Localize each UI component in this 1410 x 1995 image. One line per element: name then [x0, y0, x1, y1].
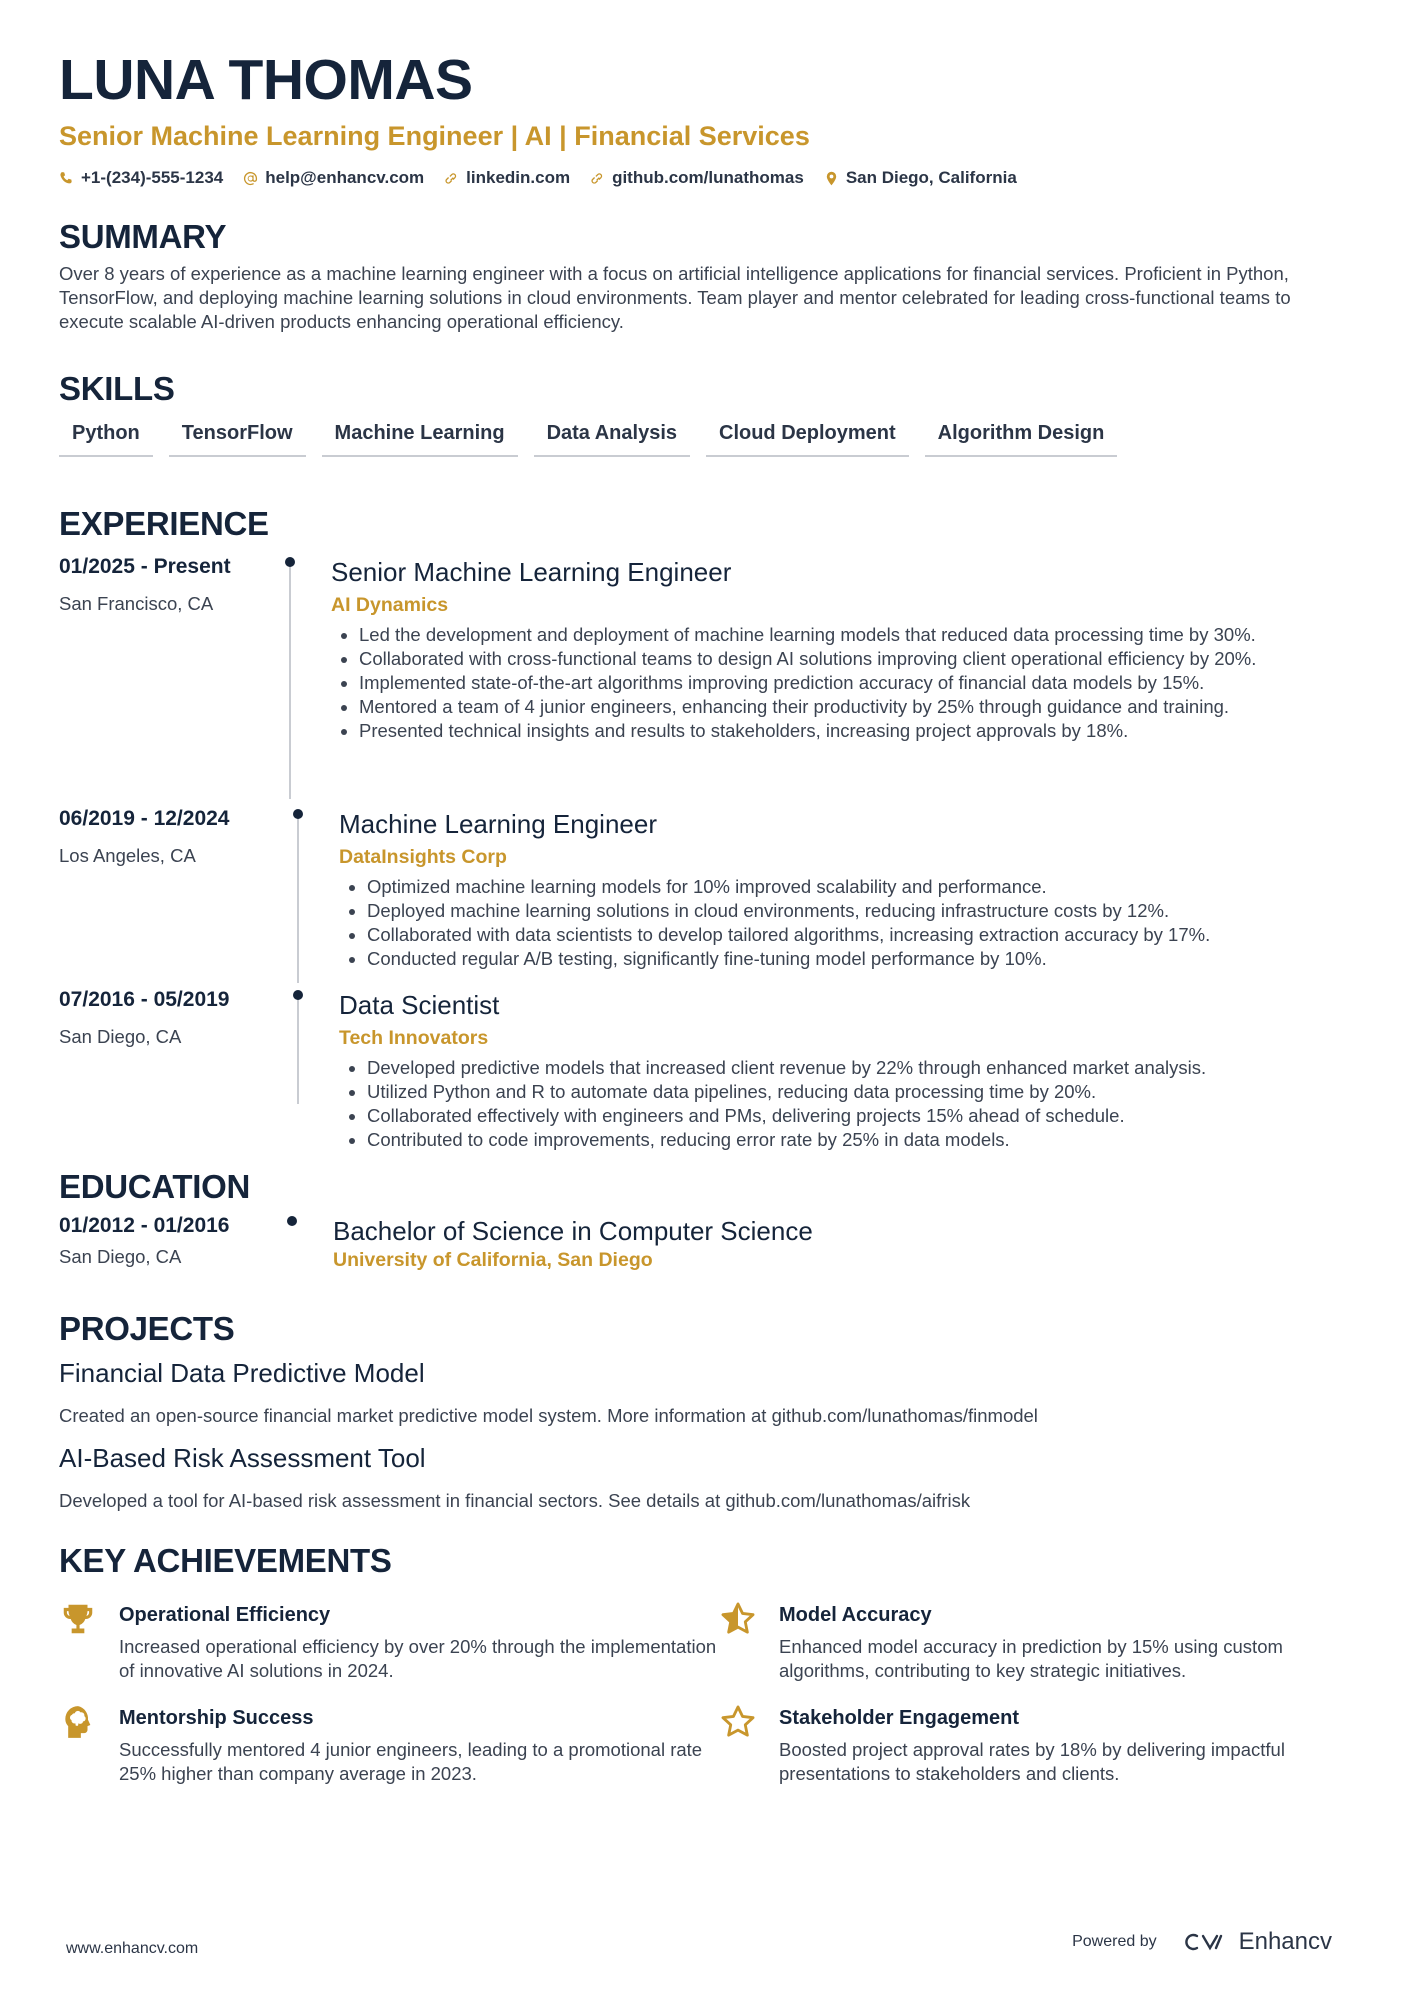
timeline-rail	[297, 813, 299, 983]
achievement-item	[59, 1703, 719, 1786]
experience-company: Tech Innovators	[339, 1027, 489, 1049]
bullet-item: • Utilized Python and R to automate data pipelines, reducing data processing time by 20%.	[367, 1080, 1359, 1104]
star-outline-icon	[719, 1703, 761, 1743]
headline: Senior Machine Learning Engineer | AI | Financial Services	[59, 121, 810, 151]
bullet-item: • Conducted regular A/B testing, significantly fine-tuning model performance by 10%.	[367, 947, 1359, 971]
half-star-icon	[719, 1600, 761, 1640]
achievement-title: Mentorship Success	[119, 1707, 314, 1729]
experience-bullets	[339, 875, 1359, 971]
at-icon	[243, 171, 258, 186]
achievement-description: Boosted project approval rates by 18% by delivering impactful presentations to stakeholders and clients.	[779, 1739, 1285, 1784]
experience-heading: EXPERIENCE	[59, 505, 269, 542]
achievement-description: Enhanced model accuracy in prediction by 15% using custom algorithms, contributing to key strategic initiatives.	[779, 1636, 1283, 1681]
achievement-item	[719, 1600, 1359, 1683]
achievement-title: Operational Efficiency	[119, 1604, 331, 1626]
experience-role: Data Scientist	[339, 990, 500, 1020]
summary-text: Over 8 years of experience as a machine learning engineer with a focus on artificial intelligence applications for financial services. Proficient in Python, TensorFlow, and deploying machine learning solutions in cloud environments. Team player and mentor celebrated for leading cross-functional teams to execute scalable AI-driven products enhancing operational efficiency.	[59, 263, 1291, 332]
achievement-item	[719, 1703, 1359, 1786]
trophy-icon	[59, 1600, 101, 1640]
project-item	[59, 1358, 1359, 1427]
project-description: Developed a tool for AI-based risk assessment in financial sectors. See details at github.com/lunathomas/aifrisk	[59, 1490, 971, 1511]
contact-linkedin-text: linkedin.com	[466, 168, 571, 187]
achievements-heading: KEY ACHIEVEMENTS	[59, 1542, 392, 1579]
project-name: Financial Data Predictive Model	[59, 1358, 425, 1388]
enhancv-logo[interactable]	[1183, 1928, 1332, 1956]
achievement-description: Successfully mentored 4 junior engineers, leading to a promotional rate 25% higher than company average in 2023.	[119, 1739, 703, 1784]
experience-bullets	[331, 623, 1359, 743]
project-name: AI-Based Risk Assessment Tool	[59, 1443, 426, 1473]
bullet-item: • Mentored a team of 4 junior engineers, enhancing their productivity by 25% through guidance and training.	[359, 695, 1359, 719]
experience-list	[59, 555, 1359, 1168]
contact-email[interactable]	[243, 168, 424, 188]
contact-phone[interactable]	[59, 168, 223, 188]
timeline-rail	[297, 994, 299, 1104]
skills-heading: SKILLS	[59, 370, 175, 407]
footer-website[interactable]: www.enhancv.com	[66, 1940, 199, 1957]
phone-icon	[59, 171, 74, 186]
bullet-item: • Collaborated with data scientists to develop tailored algorithms, increasing extraction accuracy by 17%.	[367, 923, 1359, 947]
resume-page	[59, 40, 1359, 1786]
education-heading: EDUCATION	[59, 1168, 251, 1205]
enhancv-logo-icon	[1183, 1930, 1229, 1954]
project-description: Created an open-source financial market predictive model system. More information at github.com/lunathomas/finmodel	[59, 1405, 1038, 1426]
skill-tag: Data Analysis	[534, 422, 690, 457]
contact-github-text: github.com/lunathomas	[612, 168, 804, 187]
bullet-item: • Developed predictive models that increased client revenue by 22% through enhanced market analysis.	[367, 1056, 1359, 1080]
experience-date: 06/2019 - 12/2024	[59, 807, 230, 830]
bullet-item: • Collaborated with cross-functional teams to design AI solutions improving client operational efficiency by 20%.	[359, 647, 1359, 671]
experience-date: 07/2016 - 05/2019	[59, 988, 230, 1011]
candidate-name: LUNA THOMAS	[59, 48, 473, 112]
experience-location: Los Angeles, CA	[59, 845, 196, 866]
education-date: 01/2012 - 01/2016	[59, 1214, 230, 1237]
contact-github[interactable]	[590, 168, 804, 188]
experience-company: AI Dynamics	[331, 594, 449, 616]
contact-email-text: help@enhancv.com	[265, 168, 425, 187]
experience-date: 01/2025 - Present	[59, 555, 231, 578]
experience-company: DataInsights Corp	[339, 846, 507, 868]
achievement-title: Model Accuracy	[779, 1604, 932, 1626]
achievement-title: Stakeholder Engagement	[779, 1707, 1020, 1729]
contact-location-text: San Diego, California	[845, 168, 1017, 187]
education-degree: Bachelor of Science in Computer Science	[333, 1216, 813, 1246]
powered-by-label: Powered by	[1072, 1933, 1157, 1950]
education-entry	[59, 1214, 1359, 1276]
bullet-item: • Optimized machine learning models for 10% improved scalability and performance.	[367, 875, 1359, 899]
skill-tag: Cloud Deployment	[706, 422, 909, 457]
bullet-item: • Implemented state-of-the-art algorithms improving prediction accuracy of financial data models by 15%.	[359, 671, 1359, 695]
link-icon	[444, 171, 459, 186]
experience-bullets	[339, 1056, 1359, 1152]
skill-tag: Algorithm Design	[925, 422, 1118, 457]
bullet-item: • Presented technical insights and results to stakeholders, increasing project approvals by 18%.	[359, 719, 1359, 743]
experience-entry	[59, 555, 1359, 807]
bullet-item: • Deployed machine learning solutions in cloud environments, reducing infrastructure costs by 12%.	[367, 899, 1359, 923]
head-brain-icon	[59, 1703, 101, 1743]
bullet-item: • Collaborated effectively with engineers and PMs, delivering projects 15% ahead of schedule.	[367, 1104, 1359, 1128]
experience-entry	[59, 807, 1359, 988]
contact-linkedin[interactable]	[444, 168, 570, 188]
contact-location	[824, 168, 1017, 188]
summary-heading: SUMMARY	[59, 218, 227, 255]
experience-role: Machine Learning Engineer	[339, 809, 657, 839]
achievements-grid	[59, 1600, 1359, 1786]
skill-tag: Machine Learning	[322, 422, 518, 457]
footer-branding	[1072, 1928, 1332, 1956]
link-icon	[590, 171, 605, 186]
bullet-item: • Contributed to code improvements, reducing error rate by 25% in data models.	[367, 1128, 1359, 1152]
experience-location: San Francisco, CA	[59, 593, 214, 614]
achievement-description: Increased operational efficiency by over 20% through the implementation of innovative AI solutions in 2024.	[119, 1636, 717, 1681]
timeline-dot	[285, 557, 295, 567]
bullet-item: • Led the development and deployment of machine learning models that reduced data processing time by 30%.	[359, 623, 1359, 647]
location-pin-icon	[824, 171, 839, 186]
timeline-dot	[293, 990, 303, 1000]
timeline-dot	[293, 809, 303, 819]
experience-role: Senior Machine Learning Engineer	[331, 557, 732, 587]
project-item	[59, 1443, 1359, 1512]
projects-heading: PROJECTS	[59, 1310, 235, 1347]
achievement-item	[59, 1600, 719, 1683]
timeline-rail	[289, 561, 291, 799]
contact-bar	[59, 168, 1359, 188]
skills-list	[59, 422, 1359, 457]
timeline-dot	[287, 1216, 297, 1226]
education-school: University of California, San Diego	[333, 1249, 653, 1271]
skill-tag: Python	[59, 422, 153, 457]
brand-name: Enhancv	[1238, 1928, 1332, 1955]
contact-phone-text: +1-(234)-555-1234	[81, 168, 224, 187]
experience-entry	[59, 988, 1359, 1168]
education-location: San Diego, CA	[59, 1246, 182, 1267]
experience-location: San Diego, CA	[59, 1026, 182, 1047]
skill-tag: TensorFlow	[169, 422, 306, 457]
